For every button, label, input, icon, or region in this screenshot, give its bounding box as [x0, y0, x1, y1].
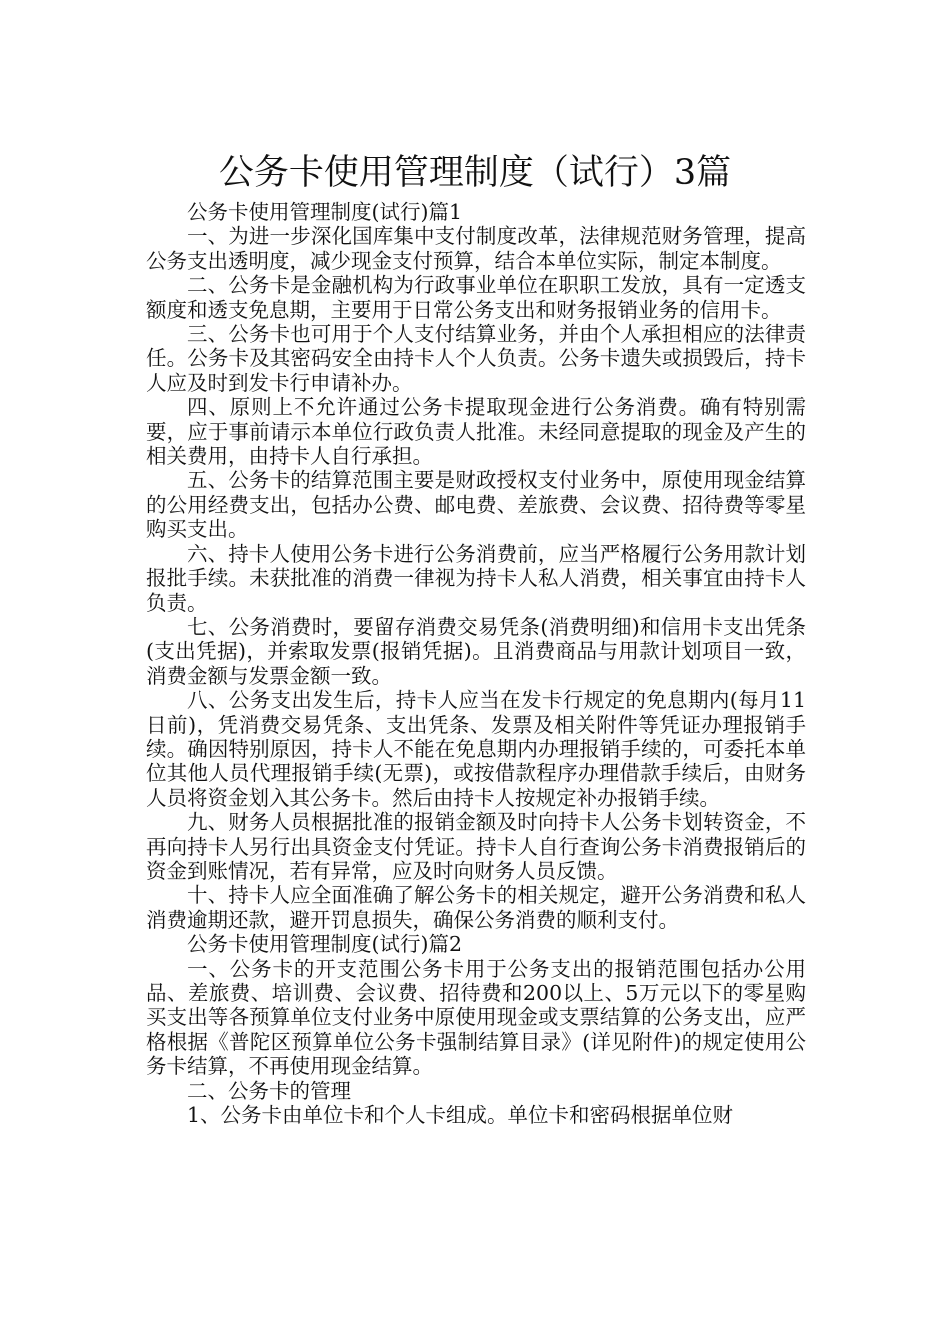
paragraph: 三、公务卡也可用于个人支付结算业务，并由个人承担相应的法律责任。公务卡及其密码安全由持卡人个人负责。公务卡遗失或损毁后，持卡人应及时到发卡行申请补办。 — [146, 322, 806, 395]
paragraph: 八、公务支出发生后，持卡人应当在发卡行规定的免息期内(每月11日前)，凭消费交易凭条、支出凭条、发票及相关附件等凭证办理报销手续。确因特别原因，持卡人不能在免息期内办理报销手续的，可委托本单位其他人员代理报销手续(无票)，或按借款程序办理借款手续后，由财务人员将资金划入其公务卡。然后由持卡人按规定补办报销手续。 — [146, 688, 806, 810]
paragraph: 七、公务消费时，要留存消费交易凭条(消费明细)和信用卡支出凭条(支出凭据)，并索取发票(报销凭据)。且消费商品与用款计划项目一致，消费金额与发票金额一致。 — [146, 614, 806, 688]
paragraph: 九、财务人员根据批准的报销金额及时向持卡人公务卡划转资金，不再向持卡人另行出具资金支付凭证。持卡人自行查询公务卡消费报销后的资金到账情况，若有异常，应及时向财务人员反馈。 — [146, 810, 806, 883]
subsection-heading: 二、公务卡的管理 — [187, 1078, 351, 1103]
paragraph: 六、持卡人使用公务卡进行公务消费前，应当严格履行公务用款计划报批手续。未获批准的消费一律视为持卡人私人消费，相关事宜由持卡人负责。 — [146, 541, 806, 615]
document-body — [146, 200, 806, 1127]
section-heading-2: 公务卡使用管理制度(试行)篇2 — [187, 932, 463, 957]
paragraph: 五、公务卡的结算范围主要是财政授权支付业务中，原使用现金结算的公用经费支出，包括办公费、邮电费、差旅费、会议费、招待费等零星购买支出。 — [146, 468, 806, 542]
paragraph: 十、持卡人应全面准确了解公务卡的相关规定，避开公务消费和私人消费逾期还款，避开罚息损失，确保公务消费的顺利支付。 — [146, 883, 806, 932]
paragraph: 1、公务卡由单位卡和个人卡组成。单位卡和密码根据单位财 — [187, 1103, 734, 1128]
paragraph: 二、公务卡是金融机构为行政事业单位在职职工发放，具有一定透支额度和透支免息期，主要用于日常公务支出和财务报销业务的信用卡。 — [146, 273, 806, 322]
paragraph: 四、原则上不允许通过公务卡提取现金进行公务消费。确有特别需要，应于事前请示本单位行政负责人批准。未经同意提取的现金及产生的相关费用，由持卡人自行承担。 — [146, 395, 806, 469]
section-heading-1: 公务卡使用管理制度(试行)篇1 — [187, 200, 463, 224]
document-title: 公务卡使用管理制度（试行）3篇 — [218, 153, 732, 194]
paragraph: 一、公务卡的开支范围公务卡用于公务支出的报销范围包括办公用品、差旅费、培训费、会议费、招待费和200以上、5万元以下的零星购买支出等各预算单位支付业务中原使用现金或支票结算的公务支出，应严格根据《普陀区预算单位公务卡强制结算目录》(详见附件)的规定使用公务卡结算，不再使用现金结算。 — [146, 956, 806, 1079]
paragraph: 一、为进一步深化国库集中支付制度改革，法律规范财务管理，提高公务支出透明度，减少现金支付预算，结合本单位实际，制定本制度。 — [146, 224, 806, 273]
